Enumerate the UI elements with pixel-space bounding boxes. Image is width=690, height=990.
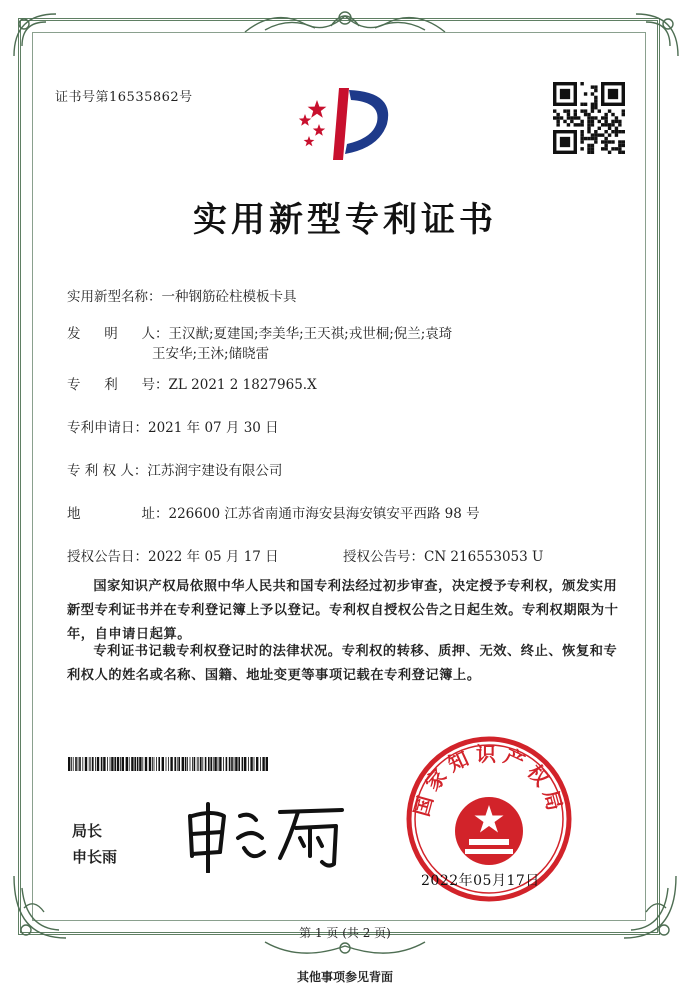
- barcode: [68, 757, 268, 771]
- footer-note: 其他事项参见背面: [296, 970, 393, 984]
- grant-statement-paragraph: 国家知识产权局依照中华人民共和国专利法经过初步审查，决定授予专利权，颁发实用新型专利证书并在专利登记簿上予以登记。专利权自授权公告之日起生效。专利权期限为十年，自申请日起算。: [67, 579, 619, 642]
- director-name: 申长雨: [72, 848, 118, 866]
- inventor-label-char: 人: [141, 326, 155, 342]
- legal-status-paragraph: 专利证书记载专利权登记时的法律状况。专利权的转移、质押、无效、终止、恢复和专利权人的姓名或名称、国籍、地址变更等事项记载在专利登记簿上。: [67, 644, 618, 683]
- address-label-colon: ：: [155, 506, 169, 522]
- grant-announcement-number-value: CN 216553053 U: [424, 549, 544, 565]
- svg-text:国家知识产权局: 国家知识产权局: [409, 741, 569, 819]
- patent-number-label-char: 利: [104, 377, 118, 393]
- top-ornament: [235, 4, 455, 38]
- corner-ornament-top-right: [626, 6, 686, 66]
- inventor-label-char: 发: [67, 326, 81, 342]
- patent-number-row: [67, 373, 317, 393]
- inventor-value-line2: 王安华;王沐;储晓雷: [152, 346, 270, 362]
- grant-announcement-date-value: 2022 年 05 月 17 日: [148, 549, 279, 565]
- patentee-value: 江苏润宇建设有限公司: [147, 463, 283, 479]
- inventor-label-colon: ：: [155, 326, 169, 342]
- qr-code: [553, 82, 625, 154]
- patent-number-label-colon: ：: [155, 377, 169, 393]
- director-title: 局长: [72, 822, 103, 840]
- patentee-row: [67, 459, 282, 479]
- patentee-label: 专 利 权 人：: [67, 463, 148, 479]
- cnipa-logo: [287, 82, 402, 167]
- application-date-value: 2021 年 07 月 30 日: [148, 420, 279, 436]
- address-label-char: 地: [67, 506, 81, 522]
- page-number: 第 1 页 (共 2 页): [299, 926, 391, 940]
- patent-number-label-char: 专: [67, 377, 81, 393]
- utility-model-name-row: [67, 285, 297, 305]
- inventor-label: [67, 322, 155, 342]
- certificate-number: 证书号第16535862号: [55, 90, 193, 105]
- grant-announcement-number-label: 授权公告号：: [343, 549, 424, 565]
- certificate-title: 实用新型专利证书: [193, 200, 497, 240]
- inventor-row-2: [152, 342, 269, 362]
- inventor-row: [67, 322, 452, 342]
- inventor-label-char: 明: [104, 326, 118, 342]
- address-value: 226600 江苏省南通市海安县海安镇安平西路 98 号: [168, 506, 480, 522]
- seal-date: 2022年05月17日: [421, 873, 540, 889]
- inventor-value-line1: 王汉猷;夏建国;李美华;王天祺;戎世桐;倪兰;袁琦: [168, 326, 453, 342]
- grant-announcement-date-row: [67, 545, 279, 565]
- application-date-label: 专利申请日：: [67, 420, 148, 436]
- address-label-char: 址: [141, 506, 155, 522]
- patent-number-label-char: 号: [141, 377, 155, 393]
- grant-announcement-date-label: 授权公告日：: [67, 549, 148, 565]
- patent-number-label: [67, 373, 155, 393]
- address-row: [67, 502, 480, 522]
- corner-ornament-top-left: [6, 6, 66, 66]
- utility-model-name-value: 一种钢筋砼柱模板卡具: [161, 289, 297, 305]
- patent-number-value: ZL 2021 2 1827965.X: [168, 377, 317, 393]
- director-signature: [178, 798, 348, 873]
- address-label: [67, 502, 155, 522]
- application-date-row: [67, 416, 279, 436]
- grant-announcement-number-row: [343, 545, 543, 565]
- utility-model-name-label: 实用新型名称：: [67, 289, 162, 305]
